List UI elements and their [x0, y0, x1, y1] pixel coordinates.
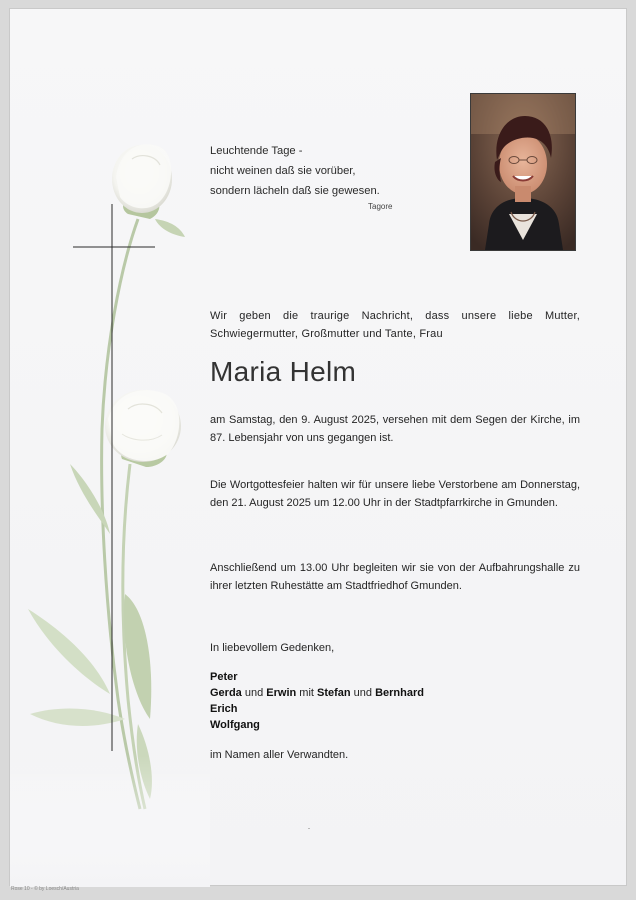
quote-line: sondern lächeln daß sie gewesen. — [210, 185, 380, 197]
deceased-name: Maria Helm — [210, 356, 357, 387]
death-notice: am Samstag, den 9. August 2025, versehen mit dem Segen der Kirche, im 87. Lebensjahr von uns gegangen ist. — [210, 414, 580, 444]
burial-notice: Anschließend um 13.00 Uhr begleiten wir sie von der Aufbahrungshalle zu ihrer letzten Ruhestätte am Stadtfriedhof Gmunden. — [210, 562, 580, 592]
quote-line: nicht weinen daß sie vorüber, — [210, 165, 356, 177]
mourner-name: Erich — [210, 703, 238, 715]
connector: und — [350, 687, 376, 699]
divider-mark — [308, 828, 310, 829]
closing-line: im Namen aller Verwandten. — [210, 749, 349, 761]
quote-author: Tagore — [368, 202, 393, 211]
connector: und — [241, 687, 267, 699]
mourner-row — [210, 701, 580, 717]
mourner-name: Bernhard — [375, 687, 424, 699]
quote — [210, 141, 393, 211]
mourner-name: Peter — [210, 671, 238, 683]
mourner-list — [210, 669, 580, 733]
mourner-row — [210, 717, 580, 733]
footer-credit: Rose 10 - © by Loesch/Austria — [11, 886, 79, 892]
mourner-row — [210, 685, 580, 701]
greeting: In liebevollem Gedenken, — [210, 642, 335, 654]
mourner-name: Stefan — [317, 687, 351, 699]
obituary-sheet — [9, 8, 627, 886]
quote-line: Leuchtende Tage - — [210, 145, 303, 157]
service-notice: Die Wortgottesfeier halten wir für unsere liebe Verstorbene am Donnerstag, den 21. August 2025 um 12.00 Uhr in der Stadtpfarrkirche in Gmunden. — [210, 479, 580, 509]
intro-text: Wir geben die traurige Nachricht, dass unsere liebe Mutter, Schwiegermutter, Großmutter und Tante, Frau — [210, 310, 580, 340]
cross-icon — [10, 9, 210, 769]
mourner-name: Erwin — [266, 687, 297, 699]
portrait-photo — [470, 93, 576, 251]
connector: mit — [296, 687, 317, 699]
mourner-name: Gerda — [210, 687, 242, 699]
mourner-row — [210, 669, 580, 685]
mourner-name: Wolfgang — [210, 719, 260, 731]
